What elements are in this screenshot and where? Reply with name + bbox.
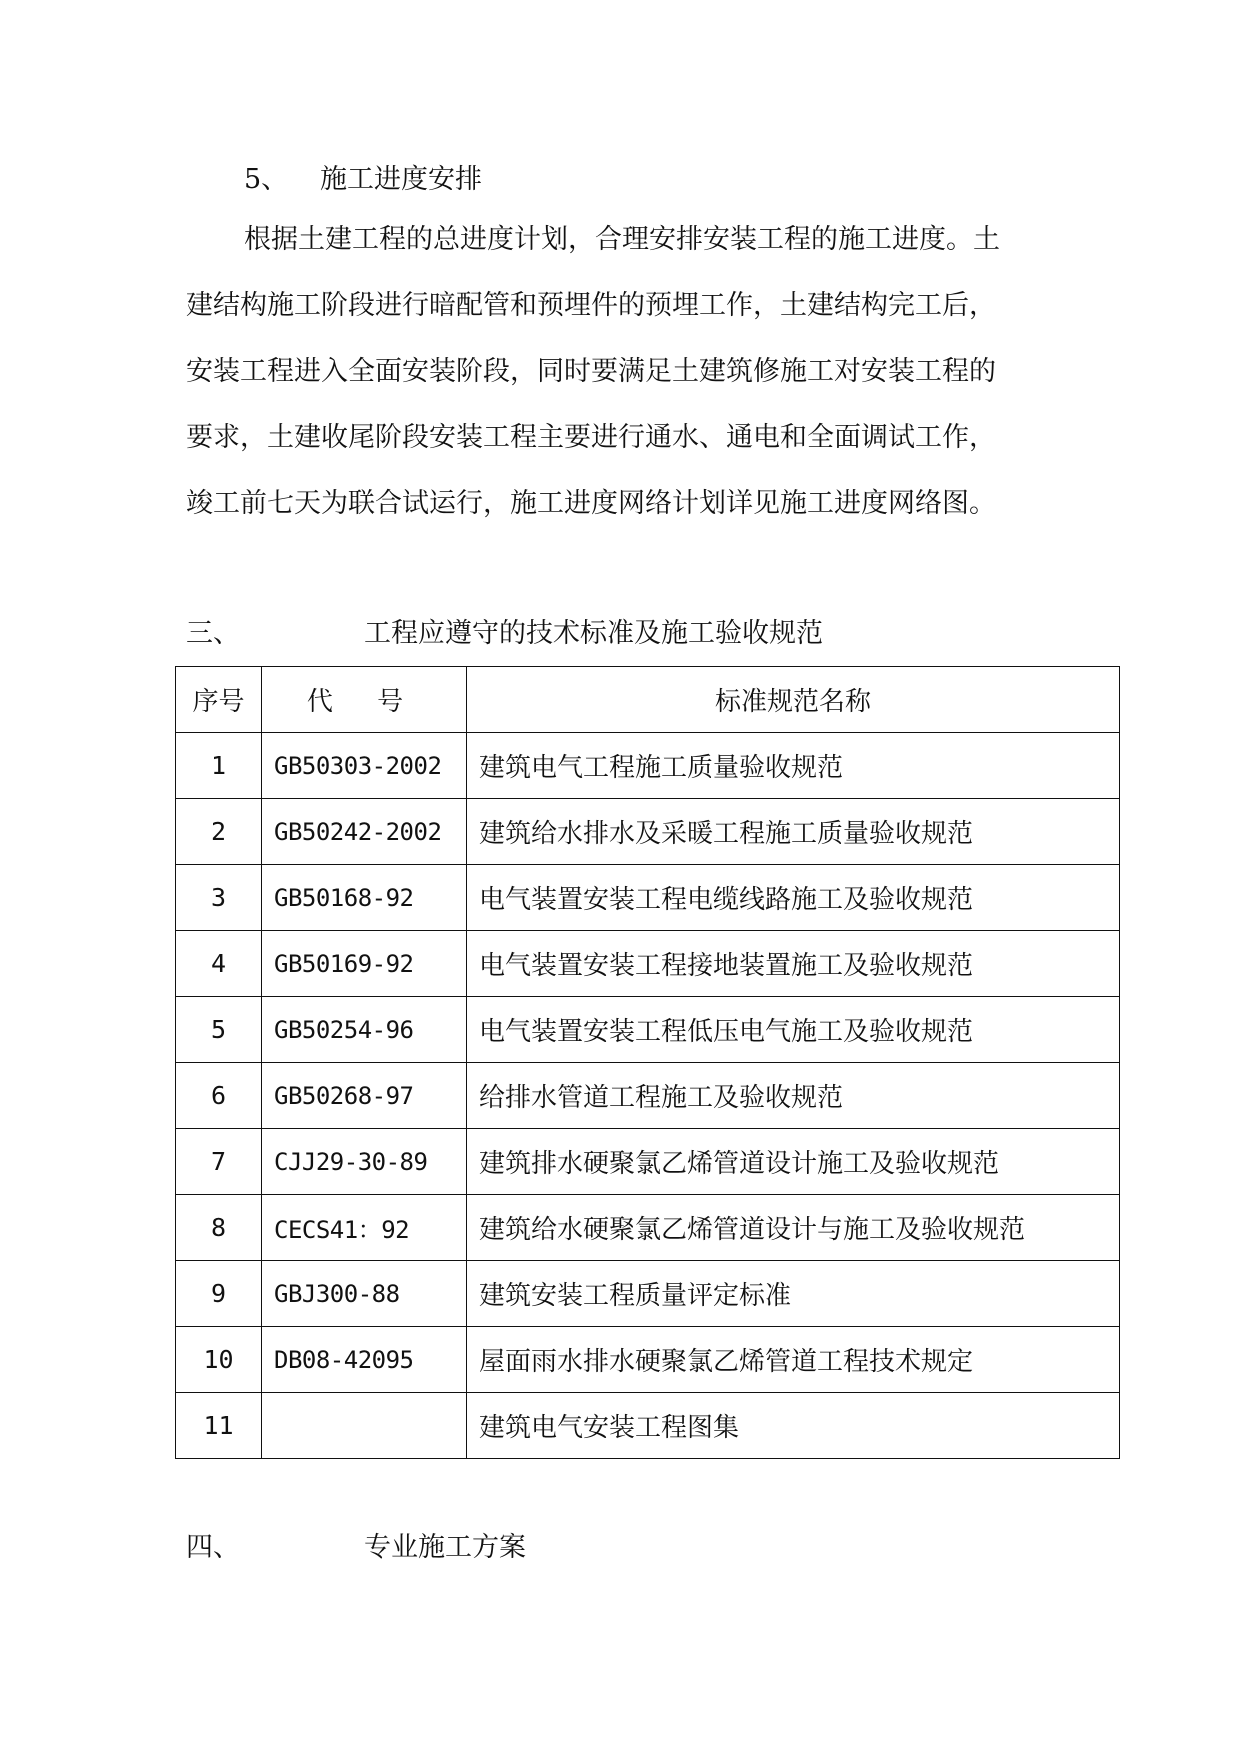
row-name: 电气装置安装工程低压电气施工及验收规范 bbox=[467, 997, 1120, 1063]
header-name: 标准规范名称 bbox=[467, 667, 1120, 733]
section-3-title: 工程应遵守的技术标准及施工验收规范 bbox=[364, 618, 823, 649]
row-code: CJJ29-30-89 bbox=[262, 1129, 467, 1195]
paragraph-line: 要求，土建收尾阶段安装工程主要进行通水、通电和全面调试工作， bbox=[186, 422, 996, 453]
row-index: 9 bbox=[176, 1261, 262, 1327]
table-row bbox=[176, 865, 1120, 931]
row-name: 建筑电气安装工程图集 bbox=[467, 1393, 1120, 1459]
standards-table bbox=[175, 666, 1120, 1459]
row-index: 10 bbox=[176, 1327, 262, 1393]
section-4-title: 专业施工方案 bbox=[364, 1532, 526, 1563]
schedule-paragraph bbox=[186, 220, 1066, 550]
row-index: 7 bbox=[176, 1129, 262, 1195]
section-3-heading bbox=[186, 614, 823, 654]
paragraph-line: 根据土建工程的总进度计划，合理安排安装工程的施工进度。土 bbox=[244, 224, 1000, 255]
row-code: GB50168-92 bbox=[262, 865, 467, 931]
row-index: 1 bbox=[176, 733, 262, 799]
header-code: 代 号 bbox=[262, 667, 467, 733]
row-name: 给排水管道工程施工及验收规范 bbox=[467, 1063, 1120, 1129]
table-row bbox=[176, 1327, 1120, 1393]
table-row bbox=[176, 931, 1120, 997]
row-index: 3 bbox=[176, 865, 262, 931]
row-code: GB50169-92 bbox=[262, 931, 467, 997]
row-name: 屋面雨水排水硬聚氯乙烯管道工程技术规定 bbox=[467, 1327, 1120, 1393]
row-code: CECS41：92 bbox=[262, 1195, 467, 1261]
row-name: 电气装置安装工程接地装置施工及验收规范 bbox=[467, 931, 1120, 997]
table-row bbox=[176, 1261, 1120, 1327]
table-row bbox=[176, 997, 1120, 1063]
paragraph-line: 建结构施工阶段进行暗配管和预埋件的预埋工作，土建结构完工后， bbox=[186, 290, 996, 321]
row-code: GB50254-96 bbox=[262, 997, 467, 1063]
table-row bbox=[176, 1393, 1120, 1459]
row-code bbox=[262, 1393, 467, 1459]
row-index: 6 bbox=[176, 1063, 262, 1129]
section-4-number: 四、 bbox=[186, 1532, 240, 1563]
row-index: 11 bbox=[176, 1393, 262, 1459]
row-name: 建筑安装工程质量评定标准 bbox=[467, 1261, 1120, 1327]
row-name: 电气装置安装工程电缆线路施工及验收规范 bbox=[467, 865, 1120, 931]
table-row bbox=[176, 799, 1120, 865]
section-3-number: 三、 bbox=[186, 618, 240, 649]
row-index: 4 bbox=[176, 931, 262, 997]
table-header-row bbox=[176, 667, 1120, 733]
row-name: 建筑给水硬聚氯乙烯管道设计与施工及验收规范 bbox=[467, 1195, 1120, 1261]
table-row bbox=[176, 1195, 1120, 1261]
table-row bbox=[176, 1063, 1120, 1129]
row-code: DB08-42095 bbox=[262, 1327, 467, 1393]
row-index: 2 bbox=[176, 799, 262, 865]
row-code: GB50303-2002 bbox=[262, 733, 467, 799]
section-5-title: 施工进度安排 bbox=[320, 164, 482, 195]
section-4-heading bbox=[186, 1528, 526, 1568]
row-index: 5 bbox=[176, 997, 262, 1063]
row-name: 建筑电气工程施工质量验收规范 bbox=[467, 733, 1120, 799]
section-5-heading bbox=[244, 160, 482, 200]
row-index: 8 bbox=[176, 1195, 262, 1261]
row-name: 建筑给水排水及采暖工程施工质量验收规范 bbox=[467, 799, 1120, 865]
row-code: GBJ300-88 bbox=[262, 1261, 467, 1327]
paragraph-line: 竣工前七天为联合试运行，施工进度网络计划详见施工进度网络图。 bbox=[186, 488, 996, 519]
paragraph-line: 安装工程进入全面安装阶段，同时要满足土建筑修施工对安装工程的 bbox=[186, 356, 996, 387]
row-code: GB50268-97 bbox=[262, 1063, 467, 1129]
section-5-number: 5、 bbox=[244, 164, 289, 195]
table-row bbox=[176, 1129, 1120, 1195]
row-code: GB50242-2002 bbox=[262, 799, 467, 865]
header-index: 序号 bbox=[176, 667, 262, 733]
row-name: 建筑排水硬聚氯乙烯管道设计施工及验收规范 bbox=[467, 1129, 1120, 1195]
table-row bbox=[176, 733, 1120, 799]
